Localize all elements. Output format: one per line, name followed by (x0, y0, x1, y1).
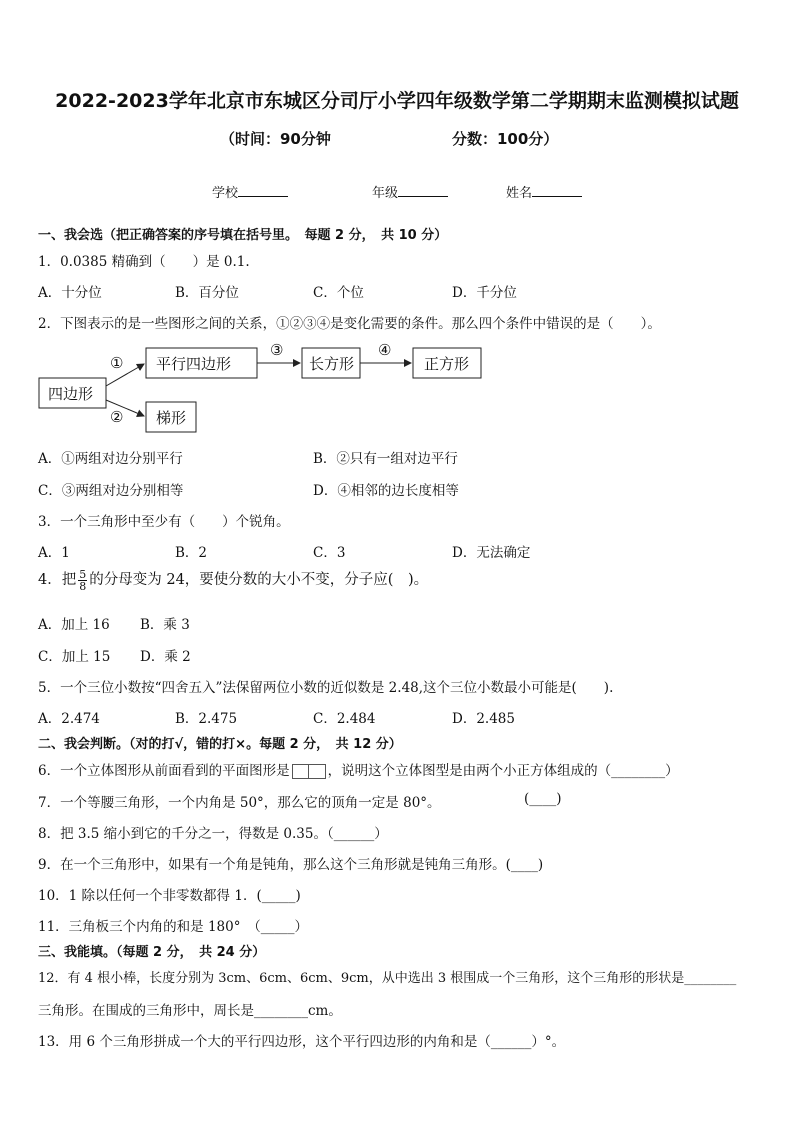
question-4 (38, 568, 428, 592)
diagram-square: 正方形 (424, 355, 470, 373)
section-1-heading: 一、我会选（把正确答案的序号填在括号里。 每题 2 分， 共 10 分） (38, 228, 448, 243)
diagram-quadrilateral: 四边形 (48, 385, 94, 403)
diagram-trapezoid: 梯形 (156, 409, 187, 427)
question-7: 7．一个等腰三角形，一个内角是 50°，那么它的顶角一定是 80°。 (38, 795, 441, 811)
q7-answer-blank[interactable]: (____) (524, 791, 562, 807)
question-1: 1．0.0385 精确到（ ）是 0.1. (38, 254, 250, 270)
grade-blank[interactable] (398, 184, 448, 197)
q6-text-start: 6．一个立体图形从前面看到的平面图形是 (38, 763, 290, 779)
question-12-line-2[interactable]: 三角形。在围成的三角形中，周长是________cm。 (38, 1003, 342, 1019)
diagram-condition-3: ③ (270, 341, 284, 359)
question-10[interactable]: 10．1 除以任何一个非零数都得 1．(_____) (38, 888, 301, 904)
name-field[interactable] (506, 182, 582, 201)
question-11[interactable]: 11．三角板三个内角的和是 180° （_____） (38, 919, 308, 935)
q4-fraction (78, 569, 87, 592)
diagram-condition-1: ① (110, 354, 124, 372)
q4-option-d[interactable]: D．乘 2 (140, 649, 191, 665)
question-3: 3．一个三角形中至少有（ ）个锐角。 (38, 514, 290, 530)
q1-option-b[interactable]: B．百分位 (175, 285, 239, 301)
section-2-heading: 二、我会判断。（对的打√，错的打×。每题 2 分， 共 12 分） (38, 737, 402, 752)
q4-prefix: 4．把 (38, 572, 77, 588)
q4-option-a[interactable]: A．加上 16 (38, 617, 110, 633)
grade-label: 年级 (372, 186, 399, 201)
question-13[interactable]: 13．用 6 个三角形拼成一个大的平行四边形，这个平行四边形的内角和是（______）°。 (38, 1034, 566, 1050)
q5-option-c[interactable]: C．2.484 (313, 711, 376, 727)
question-5: 5．一个三位小数按“四舍五入”法保留两位小数的近似数是 2.48,这个三位小数最小可能是( ). (38, 680, 614, 696)
name-label: 姓名 (506, 186, 533, 201)
q6-text-end[interactable]: ，说明这个立体图型是由两个小正方体组成的（________） (327, 763, 679, 779)
q5-option-a[interactable]: A．2.474 (38, 711, 100, 727)
q1-option-c[interactable]: C．个位 (313, 285, 364, 301)
school-label: 学校 (212, 186, 239, 201)
q2-option-b[interactable]: B．②只有一组对边平行 (313, 451, 458, 467)
section-3-heading: 三、我能填。（每题 2 分， 共 24 分） (38, 945, 266, 960)
q4-fraction-numerator: 5 (79, 567, 87, 581)
question-8[interactable]: 8．把 3.5 缩小到它的千分之一，得数是 0.35。（______） (38, 826, 388, 842)
school-blank[interactable] (238, 184, 288, 197)
question-6 (38, 759, 679, 779)
q1-option-a[interactable]: A．十分位 (38, 285, 102, 301)
q2-option-a[interactable]: A．①两组对边分别平行 (38, 451, 183, 467)
q4-suffix: 的分母变为 24，要使分数的大小不变，分子应( )。 (89, 572, 429, 588)
q4-fraction-denominator: 8 (79, 579, 87, 593)
question-12-line-1[interactable]: 12．有 4 根小棒，长度分别为 3cm、6cm、6cm、9cm，从中选出 3 根围成一个三角形，这个三角形的形状是________ (38, 971, 737, 986)
diagram-condition-4: ④ (378, 341, 392, 359)
q1-option-d[interactable]: D．千分位 (452, 285, 517, 301)
name-blank[interactable] (532, 184, 582, 197)
q5-option-b[interactable]: B．2.475 (175, 711, 238, 727)
shape-relation-diagram (38, 338, 498, 438)
q4-option-c[interactable]: C．加上 15 (38, 649, 111, 665)
exam-time: （时间：90分钟 (220, 130, 331, 148)
grade-field[interactable] (372, 182, 448, 201)
diagram-parallelogram: 平行四边形 (156, 355, 232, 373)
q3-option-a[interactable]: A．1 (38, 545, 70, 561)
page-title: 2022-2023学年北京市东城区分司厅小学四年级数学第二学期期末监测模拟试题 (55, 90, 739, 112)
question-2: 2．下图表示的是一些图形之间的关系，①②③④是变化需要的条件。那么四个条件中错误的是（ ）。 (38, 316, 661, 332)
exam-score: 分数：100分） (452, 130, 559, 148)
school-field[interactable] (212, 182, 288, 201)
q2-option-d[interactable]: D．④相邻的边长度相等 (313, 483, 459, 499)
diagram-rectangle: 长方形 (309, 355, 355, 373)
q4-option-b[interactable]: B．乘 3 (140, 617, 190, 633)
two-squares-figure (292, 764, 326, 779)
question-9[interactable]: 9．在一个三角形中，如果有一个角是钝角，那么这个三角形就是钝角三角形。(____) (38, 857, 544, 873)
q3-option-c[interactable]: C．3 (313, 545, 346, 561)
q5-option-d[interactable]: D．2.485 (452, 711, 515, 727)
q2-option-c[interactable]: C．③两组对边分别相等 (38, 483, 184, 499)
q3-option-d[interactable]: D．无法确定 (452, 545, 531, 561)
q3-option-b[interactable]: B．2 (175, 545, 208, 561)
diagram-condition-2: ② (110, 408, 124, 426)
